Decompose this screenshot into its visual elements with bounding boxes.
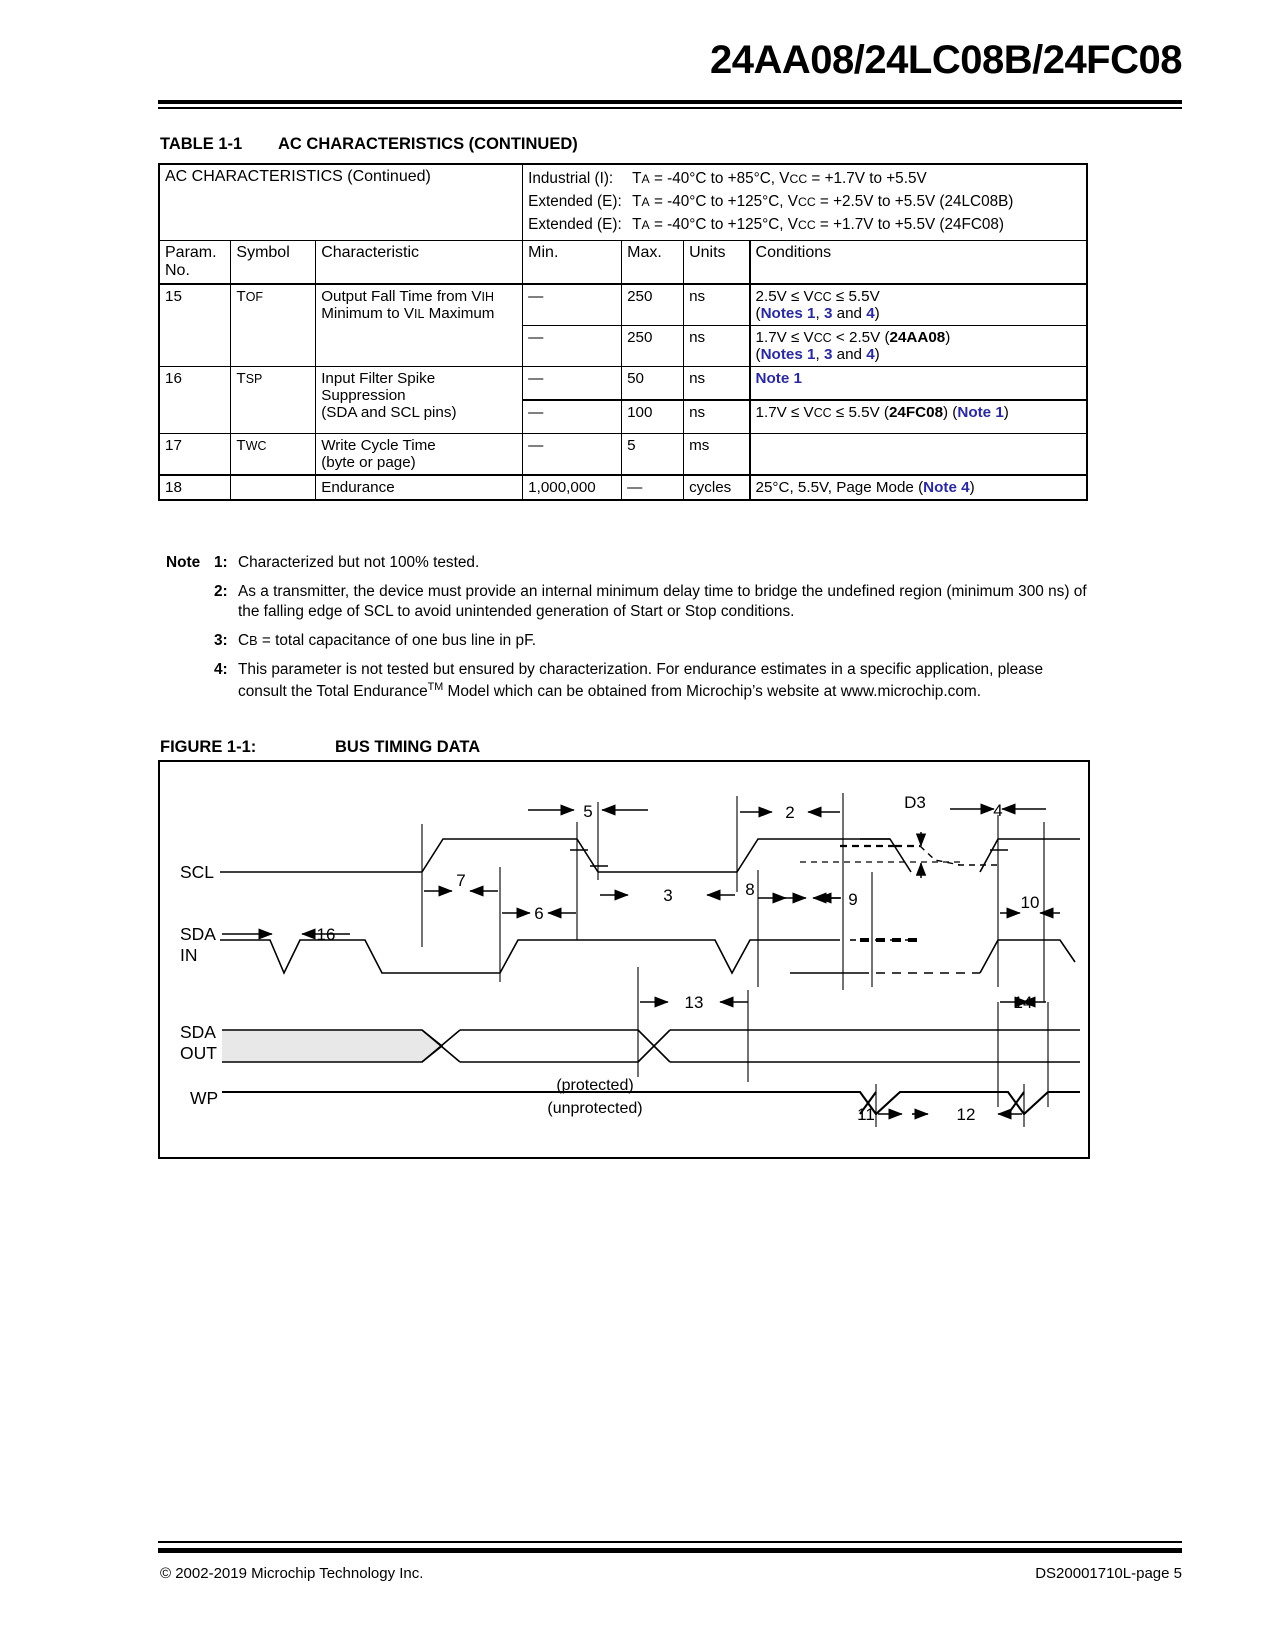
- table-caption-number: TABLE 1-1: [160, 135, 243, 153]
- marker-10: 10: [1020, 893, 1040, 912]
- marker-16: 16: [316, 925, 336, 944]
- marker-4: 4: [993, 801, 1003, 820]
- row-16b-min: —: [523, 400, 622, 434]
- note-link-1: Notes 1: [760, 304, 816, 322]
- row-18-units: cycles: [684, 475, 750, 500]
- table-notes: [166, 553, 1096, 711]
- figure-caption-text: BUS TIMING DATA: [335, 738, 481, 756]
- marker-9: 9: [848, 890, 858, 909]
- figure-caption: [160, 738, 480, 757]
- marker-12: 12: [956, 1105, 976, 1124]
- note-link-1: Note 1: [755, 369, 802, 387]
- table-caption: [160, 135, 578, 154]
- marker-3: 3: [663, 886, 673, 905]
- header-rule-thick: [158, 100, 1182, 104]
- ac-characteristics-table: [158, 163, 1088, 501]
- row-15a-max: 250: [622, 284, 684, 326]
- note-link-3: 3: [823, 304, 833, 322]
- footer-doc-id: DS20001710L-page 5: [1035, 1565, 1182, 1582]
- row-16a-min: —: [523, 366, 622, 400]
- col-header-conditions: Conditions: [750, 240, 1087, 284]
- table-row: [159, 284, 1087, 326]
- conditions-label-3: Extended (E):: [528, 215, 622, 233]
- notes-lead-spacer: [166, 631, 214, 651]
- sda-out-shaded-block: [222, 1030, 442, 1062]
- signal-label-scl: SCL: [180, 862, 215, 882]
- timing-waveform-svg: [160, 762, 1084, 1153]
- note-link-3: 3: [823, 345, 833, 363]
- row-17-units: ms: [684, 433, 750, 475]
- row-16b-max: 100: [622, 400, 684, 434]
- page-header-title: 24AA08/24LC08B/24FC08: [710, 38, 1182, 82]
- sda-in-waveform: [220, 940, 680, 973]
- row-16a-max: 50: [622, 366, 684, 400]
- row-15a-cond-line2: (Notes 1, 3 and 4): [755, 304, 880, 322]
- conditions-line-1: [528, 168, 1081, 191]
- note-link-1: Notes 1: [760, 345, 816, 363]
- wp-label-protected: (protected): [556, 1077, 634, 1094]
- marker-8: 8: [745, 880, 755, 899]
- row-16-characteristic: Input Filter Spike Suppression (SDA and SCL pins): [316, 366, 523, 433]
- row-17-characteristic: Write Cycle Time (byte or page): [316, 433, 523, 475]
- wp-label-unprotected: (unprotected): [547, 1100, 643, 1117]
- note-text-1: Characterized but not 100% tested.: [238, 554, 480, 571]
- footer-copyright: © 2002-2019 Microchip Technology Inc.: [160, 1565, 424, 1582]
- note-item: [166, 582, 1096, 622]
- row-18-symbol: [231, 475, 316, 500]
- table-caption-text: AC CHARACTERISTICS (CONTINUED): [278, 135, 578, 153]
- marker-14: 14: [1013, 993, 1033, 1012]
- marker-d3: D3: [904, 793, 926, 812]
- conditions-label-2: Extended (E):: [528, 192, 622, 210]
- row-16a-units: ns: [684, 366, 750, 400]
- col-header-units: Units: [684, 240, 750, 284]
- row-15b-conditions: [750, 325, 1087, 366]
- table-title-cell: AC CHARACTERISTICS (Continued): [159, 164, 523, 240]
- scl-waveform-tail: [980, 839, 1080, 872]
- marker-6: 6: [534, 904, 544, 923]
- row-17-conditions: [750, 433, 1087, 475]
- row-16b-units: ns: [684, 400, 750, 434]
- note-item: [166, 631, 1096, 651]
- row-15b-min: —: [523, 325, 622, 366]
- table-title-row: [159, 164, 1087, 240]
- header-rule-thin: [158, 107, 1182, 109]
- row-18-max: —: [622, 475, 684, 500]
- row-18-param: 18: [159, 475, 231, 500]
- scl-waveform: [220, 839, 911, 872]
- note-link-4: 4: [866, 304, 875, 322]
- col-header-symbol: Symbol: [231, 240, 316, 284]
- row-18-characteristic: Endurance: [316, 475, 523, 500]
- row-15b-max: 250: [622, 325, 684, 366]
- marker-7: 7: [456, 871, 466, 890]
- table-row: [159, 366, 1087, 400]
- col-header-param: [159, 240, 231, 284]
- notes-lead-spacer: [166, 582, 214, 622]
- marker-2: 2: [785, 803, 795, 822]
- col-header-characteristic: Characteristic: [316, 240, 523, 284]
- row-17-symbol: TWC: [231, 433, 316, 475]
- row-16a-conditions: [750, 366, 1087, 400]
- row-15b-cond-line1: 1.7V ≤ VCC < 2.5V (24AA08): [755, 328, 951, 346]
- row-15-characteristic: Output Fall Time from VIH Minimum to VIL Maximum: [316, 284, 523, 367]
- footer-rule-thick: [158, 1548, 1182, 1553]
- conditions-text-2: TA = -40°C to +125°C, VCC = +2.5V to +5.5V (24LC08B): [632, 192, 1014, 210]
- note-link-4: 4: [866, 345, 875, 363]
- conditions-text-1: TA = -40°C to +85°C, VCC = +1.7V to +5.5V: [632, 170, 927, 187]
- row-18-conditions: 25°C, 5.5V, Page Mode (Note 4): [750, 475, 1087, 500]
- note-link-4: Note 4: [923, 478, 970, 496]
- note-text-3: CB = total capacitance of one bus line in pF.: [238, 632, 537, 650]
- row-18-min: 1,000,000: [523, 475, 622, 500]
- note-item: [166, 553, 1096, 573]
- table-row: [159, 475, 1087, 500]
- row-15-symbol: TOF: [231, 284, 316, 367]
- row-16-symbol: TSP: [231, 366, 316, 433]
- marker-11: 11: [857, 1105, 875, 1124]
- marker-5: 5: [583, 802, 593, 821]
- row-17-max: 5: [622, 433, 684, 475]
- note-number-2: 2:: [214, 583, 228, 601]
- notes-lead-spacer: [166, 660, 214, 702]
- row-17-min: —: [523, 433, 622, 475]
- row-15b-units: ns: [684, 325, 750, 366]
- conditions-label-1: Industrial (I):: [528, 170, 614, 187]
- note-number-4: 4:: [214, 661, 228, 679]
- footer-rule-thin: [158, 1541, 1182, 1543]
- row-16b-conditions: 1.7V ≤ VCC ≤ 5.5V (24FC08) (Note 1): [750, 400, 1087, 434]
- row-15a-cond-line1: 2.5V ≤ VCC ≤ 5.5V: [755, 287, 880, 305]
- signal-label-sda-in-l2: IN: [180, 945, 198, 965]
- table-row: [159, 433, 1087, 475]
- signal-label-wp: WP: [190, 1088, 219, 1108]
- row-15b-cond-line2: (Notes 1, 3 and 4): [755, 345, 880, 363]
- conditions-line-3: [528, 214, 1081, 237]
- bus-timing-diagram: [158, 760, 1090, 1159]
- note-item: [166, 660, 1096, 702]
- conditions-line-2: [528, 191, 1081, 214]
- note-link-1: Note 1: [957, 403, 1004, 421]
- note-number-3: 3:: [214, 632, 228, 650]
- row-15a-conditions: [750, 284, 1087, 326]
- sda-in-ellipsis: [860, 938, 917, 942]
- conditions-text-3: TA = -40°C to +125°C, VCC = +1.7V to +5.5V (24FC08): [632, 215, 1005, 233]
- col-header-param-l1: Param.: [165, 243, 217, 261]
- row-17-param: 17: [159, 433, 231, 475]
- row-15-param: 15: [159, 284, 231, 367]
- figure-caption-number: FIGURE 1-1:: [160, 738, 257, 756]
- wp-waveform: [222, 1092, 1080, 1114]
- row-16-param: 16: [159, 366, 231, 433]
- row-15a-units: ns: [684, 284, 750, 326]
- note-text-4: This parameter is not tested but ensured by characterization. For endurance estimates in a specific application, please consult the Total Endurance™ Model which can be obtained from Microchip’s website at www.microchip.com.: [238, 661, 1044, 701]
- table-header-row: [159, 240, 1087, 284]
- col-header-max: Max.: [622, 240, 684, 284]
- note-number-1: 1:: [214, 554, 228, 571]
- table-conditions-cell: [523, 164, 1087, 240]
- signal-label-sda-out-l1: SDA: [180, 1022, 216, 1042]
- note-text-2: As a transmitter, the device must provide an internal minimum delay time to bridge the undefined region (minimum 300 ns) of the falling edge of SCL to avoid unintended generation of Start or Stop conditions.: [238, 583, 1087, 621]
- col-header-min: Min.: [523, 240, 622, 284]
- notes-lead-label: Note: [166, 554, 201, 571]
- marker-13: 13: [684, 993, 704, 1012]
- signal-label-sda-in-l1: SDA: [180, 924, 216, 944]
- signal-label-sda-out-l2: OUT: [180, 1043, 217, 1063]
- row-15a-min: —: [523, 284, 622, 326]
- col-header-param-l2: No.: [165, 261, 190, 279]
